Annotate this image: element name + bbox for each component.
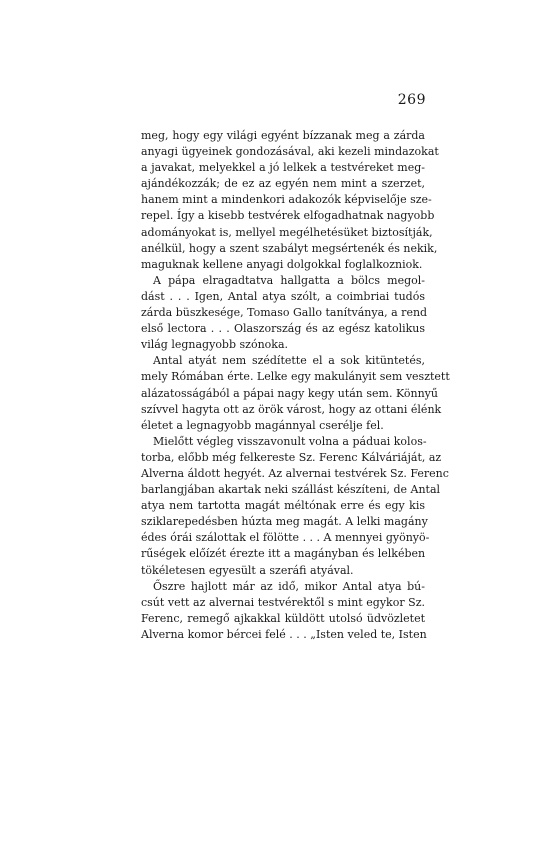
text-line: zárda büszkesége, Tomaso Gallo tanítványa, a rend (141, 306, 428, 320)
text-line: mely Rómában érte. Lelke egy makulányit sem vesztett (141, 370, 450, 384)
text-line: sziklarepedésben húzta meg magát. A lelki magány (141, 515, 428, 529)
paragraph (141, 353, 450, 433)
text-line: szívvel hagyta ott az örök várost, hogy az ottani élénk (141, 402, 442, 416)
text-line: hanem mint a mindenkori adakozók képviselője sze- (141, 193, 432, 207)
body-text (141, 128, 450, 643)
text-line: A pápa elragadtatva hallgatta a bölcs megol- (153, 273, 425, 287)
text-line: Mielőtt végleg visszavonult volna a páduai kolos- (153, 434, 427, 448)
text-line: csút vett az alvernai testvérektől s mint egykor Sz. (141, 595, 425, 609)
text-line: Alverna áldott hegyét. Az alvernai testvérek Sz. Ferenc (141, 466, 449, 480)
text-line: Alverna komor bércei felé . . . „Isten veled te, Isten (141, 627, 427, 641)
text-line: rűségek előízét érezte itt a magányban és lelkében (141, 547, 426, 561)
text-line: barlangjában akartak neki szállást készíteni, de Antal (141, 483, 441, 497)
text-line: adományokat is, mellyel megélhetésüket biztosítják, (141, 225, 433, 239)
text-line: ajándékozzák; de ez az egyén nem mint a szerzet, (141, 177, 425, 191)
text-line: a javakat, melyekkel a jó lelkek a testvéreket meg- (141, 161, 425, 175)
text-line: életet a legnagyobb magánnyal cserélje fel. (141, 418, 384, 432)
text-line: atya nem tartotta magát méltónak erre és egy kis (141, 499, 425, 513)
text-line: tökéletesen egyesült a szeráfi atyával. (141, 563, 354, 577)
paragraph (141, 434, 449, 579)
text-line: repel. Így a kisebb testvérek elfogadhatnak nagyobb (141, 209, 435, 223)
page-number: 269 (397, 92, 426, 108)
text-line: alázatosságából a pápai nagy kegy után sem. Könnyű (141, 386, 438, 400)
text-line: anyagi ügyeinek gondozásával, aki kezeli mindazokat (141, 145, 439, 159)
text-line: első lectora . . . Olaszország és az egész katolikus (141, 322, 425, 336)
paragraph (141, 273, 428, 353)
text-line: torba, előbb még felkereste Sz. Ferenc Kálváriáját, az (141, 450, 442, 464)
paragraph (141, 579, 425, 643)
paragraph (141, 128, 439, 273)
text-line: dást . . . Igen, Antal atya szólt, a coimbriai tudós (141, 289, 425, 303)
text-line: édes órái szálottak el fölötte . . . A mennyei gyönyö- (141, 531, 430, 545)
text-line: Ferenc, remegő ajkakkal küldött utolsó üdvözletet (141, 611, 425, 625)
text-line: anélkül, hogy a szent szabályt megsértenék és nekik, (141, 241, 438, 255)
text-line: meg, hogy egy világi egyént bízzanak meg a zárda (141, 129, 425, 142)
text-line: maguknak kellene anyagi dolgokkal foglalkozniok. (141, 257, 423, 271)
text-line: Antal atyát nem szédítette el a sok kitüntetés, (153, 354, 425, 368)
text-line: Őszre hajlott már az idő, mikor Antal atya bú- (153, 579, 425, 593)
text-line: világ legnagyobb szónoka. (141, 338, 289, 352)
